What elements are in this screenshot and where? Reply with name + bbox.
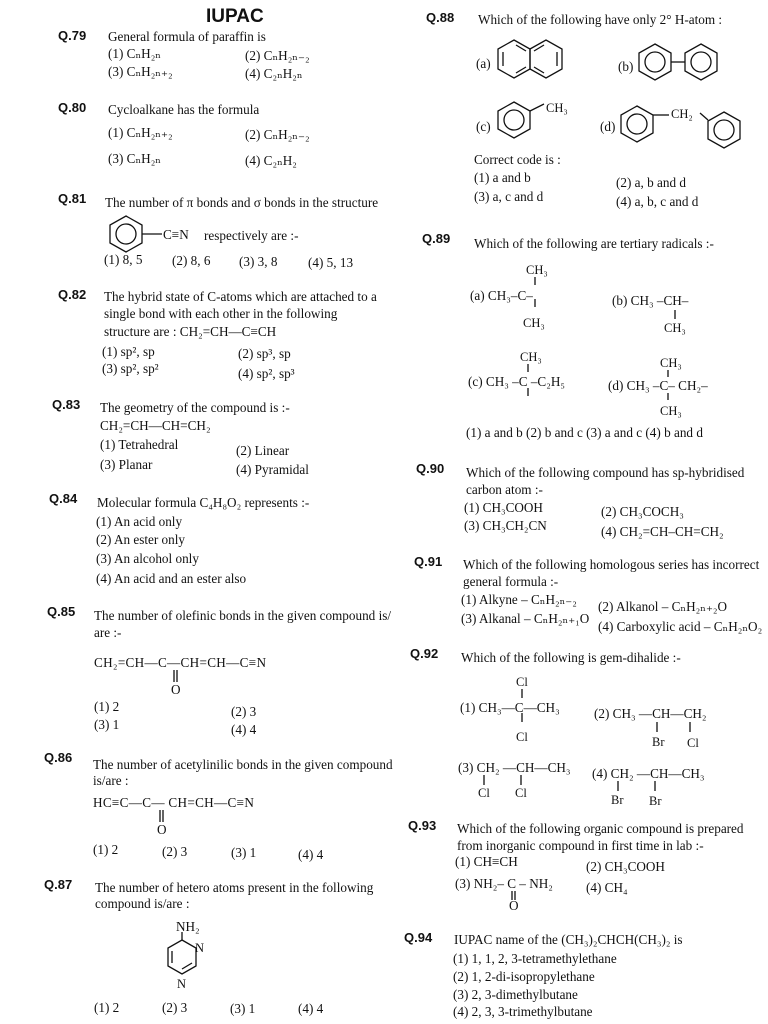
option-1: (1) CH₃—C—CH₃ (460, 700, 560, 715)
question-text-line-2: carbon atom :- (466, 482, 543, 497)
option-4: (4) 5, 13 (308, 255, 354, 270)
methyl-group: CH₃ (546, 101, 568, 115)
methylene-group: CH₂ (671, 107, 693, 121)
question-number: Q.81 (58, 191, 87, 206)
option-3: (3) 1 (94, 717, 120, 732)
option-1: (1) 8, 5 (104, 252, 143, 267)
option-2: (2) An ester only (96, 532, 185, 547)
option-3: (3) CH₂ —CH—CH₃ (458, 760, 571, 775)
option-3: (3) 1 (230, 1001, 256, 1016)
option-2: (2) CH₃COCH₃ (601, 504, 684, 519)
radical-c-top: CH₃ (520, 350, 542, 364)
radical-c: (c) CH₃ –C –C₂H₅ (468, 374, 565, 389)
question-text-line-2: compound is/are : (95, 896, 190, 911)
question-text-line-2: general formula :- (463, 574, 559, 589)
option-1: (1) 2 (94, 1000, 120, 1015)
option-1-top-cl: Cl (516, 675, 528, 689)
option-3: (3) CₙH₂ₙ (108, 151, 162, 166)
page-title: IUPAC (206, 6, 264, 27)
question-text: Which of the following have only 2° H-atom : (478, 12, 723, 27)
option-1: (1) An acid only (96, 514, 183, 529)
compound-formula: CH₂=CH—CH=CH₂ (100, 418, 211, 433)
question-text: Which of the following is gem-dihalide :- (461, 650, 681, 665)
option-3: (3) NH₂– C – NH₂ (455, 876, 553, 891)
question-number: Q.83 (52, 397, 81, 412)
option-2-cl: Cl (687, 736, 699, 750)
radical-a-top: CH₃ (526, 263, 548, 277)
option-2: (2) a, b and d (616, 175, 686, 190)
oxygen-atom: O (171, 682, 181, 697)
option-4-br-1: Br (611, 793, 624, 807)
option-2: (2) 1, 2-di-isopropylethane (453, 969, 595, 984)
option-1: (1) CₙH₂ₙ (108, 46, 162, 61)
compound-formula: CH₂=CH—C—CH=CH—C≡N (94, 655, 267, 670)
option-4: (4) C₂ₙH₂ (245, 153, 297, 168)
option-4: (4) CH₂=CH–CH=CH₂ (601, 524, 724, 539)
question-number: Q.88 (426, 10, 455, 25)
option-4: (4) Carboxylic acid – CₙH₂ₙO₂ (598, 619, 763, 634)
option-1: (1) Tetrahedral (100, 437, 179, 452)
option-1: (1) CH₃COOH (464, 500, 543, 515)
question-text-line-1: Which of the following homologous series has incorrect (463, 557, 760, 572)
option-4: (4) 4 (298, 847, 324, 862)
question-number: Q.92 (410, 646, 439, 661)
urea-oxygen: O (509, 898, 519, 913)
question-number: Q.93 (408, 818, 437, 833)
question-number: Q.91 (414, 554, 443, 569)
option-4: (4) 2, 3, 3-trimethylbutane (453, 1004, 593, 1019)
ring-nitrogen-2: N (177, 977, 187, 991)
question-text-line-1: Which of the following organic compound is prepared (457, 821, 744, 836)
question-text: Molecular formula C₄H₈O₂ represents :- (97, 495, 310, 510)
question-text-line-1: The number of acetylinilic bonds in the given compound (93, 757, 393, 772)
option-3: (3) CH₃CH₂CN (464, 518, 547, 533)
question-number: Q.86 (44, 750, 73, 765)
option-2: (2) Linear (236, 443, 290, 458)
question-text-line-1: The hybrid state of C-atoms which are attached to a (104, 289, 377, 304)
option-label-b: (b) (618, 59, 634, 74)
question-text-line-1: Which of the following compound has sp-hybridised (466, 465, 745, 480)
option-1-bottom-cl: Cl (516, 730, 528, 744)
option-3: (3) An alcohol only (96, 551, 199, 566)
question-text-line-2: are :- (94, 625, 122, 640)
question-number: Q.94 (404, 930, 433, 945)
option-4: (4) 4 (298, 1001, 324, 1016)
option-3: (3) sp², sp² (102, 361, 159, 376)
toluene-structure (494, 98, 554, 142)
option-4-bonds (617, 781, 667, 793)
question-number: Q.79 (58, 28, 87, 43)
oxygen-atom: O (157, 822, 167, 837)
question-number: Q.80 (58, 100, 87, 115)
option-3-cl-2: Cl (515, 786, 527, 800)
option-3: (3) Alkanal – CₙH₂ₙ₊₁O (461, 611, 590, 626)
option-2: (2) 8, 6 (172, 253, 211, 268)
amino-group: NH₂ (176, 919, 200, 934)
option-4: (4) sp², sp³ (238, 366, 295, 381)
option-1: (1) 1, 1, 2, 3-tetramethylethane (453, 951, 617, 966)
option-4: (4) CH₂ —CH—CH₃ (592, 766, 705, 781)
option-2: (2) 3 (231, 704, 257, 719)
option-4: (4) C₂ₙH₂ₙ (245, 66, 303, 81)
question-number: Q.90 (416, 461, 445, 476)
diphenylmethane-ring-1 (617, 102, 677, 146)
option-2-bonds (656, 722, 696, 734)
option-1: (1) Alkyne – CₙH₂ₙ₋₂ (461, 592, 577, 607)
option-1: (1) 2 (94, 699, 120, 714)
option-3: (3) a, c and d (474, 189, 544, 204)
compound-formula: HC≡C—C— CH=CH—C≡N (93, 795, 255, 810)
question-text: Which of the following are tertiary radicals :- (474, 236, 714, 251)
option-2: (2) Alkanol – CₙH₂ₙ₊₂O (598, 599, 728, 614)
option-2: (2) 3 (162, 1000, 188, 1015)
option-1: (1) 2 (93, 842, 119, 857)
option-3: (3) Planar (100, 457, 153, 472)
question-text-line-3: structure are : CH₂=CH—C≡CH (104, 324, 277, 339)
option-2: (2) sp³, sp (238, 346, 291, 361)
option-label-c: (c) (476, 119, 491, 134)
question-text-line-1: The number of hetero atoms present in the following (95, 880, 374, 895)
radical-a: (a) CH₃–C– (470, 288, 533, 303)
option-label-a: (a) (476, 56, 491, 71)
radical-a-bottom: CH₃ (523, 316, 545, 330)
question-number: Q.87 (44, 877, 73, 892)
diphenylmethane-ring-2 (700, 108, 750, 152)
question-text-tail: respectively are :- (204, 228, 299, 243)
question-text: General formula of paraffin is (108, 29, 266, 44)
question-text: IUPAC name of the (CH₃)₂CHCH(CH₃)₂ is (454, 932, 683, 947)
option-4: (4) Pyramidal (236, 462, 309, 477)
benzonitrile-structure (104, 214, 164, 254)
question-text-line-2: from inorganic compound in first time in lab :- (457, 838, 704, 853)
option-4: (4) An acid and an ester also (96, 571, 247, 586)
question-text: The number of π bonds and σ bonds in the structure (105, 195, 379, 210)
question-number: Q.89 (422, 231, 451, 246)
option-2: (2) CₙH₂ₙ₋₂ (245, 127, 310, 142)
radical-b: (b) CH₃ –CH– (612, 293, 689, 308)
option-3-cl-1: Cl (478, 786, 490, 800)
radical-b-bottom: CH₃ (664, 321, 686, 335)
question-text-line-2: single bond with each other in the following (104, 306, 338, 321)
option-1: (1) CH≡CH (455, 854, 518, 869)
option-1: (1) a and b (474, 170, 531, 185)
radical-d: (d) CH₃ –C– CH₂– (608, 378, 708, 393)
question-number: Q.82 (58, 287, 87, 302)
nitrile-group: C≡N (163, 227, 189, 242)
correct-code-label: Correct code is : (474, 152, 561, 167)
option-3: (3) 1 (231, 845, 257, 860)
naphthalene-structure (494, 36, 574, 86)
question-text: The geometry of the compound is :- (100, 400, 290, 415)
option-3: (3) CₙH₂ₙ₊₂ (108, 64, 173, 79)
question-text: Cycloalkane has the formula (108, 102, 260, 117)
option-4: (4) a, b, c and d (616, 194, 699, 209)
option-label-d: (d) (600, 119, 616, 134)
option-4-br-2: Br (649, 794, 662, 808)
option-2-br: Br (652, 735, 665, 749)
biphenyl-structure (637, 42, 727, 86)
question-number: Q.85 (47, 604, 76, 619)
radical-d-bottom: CH₃ (660, 404, 682, 418)
ring-nitrogen-1: N (195, 941, 205, 955)
option-2: (2) CH₃ —CH—CH₂ (594, 706, 707, 721)
radical-d-top: CH₃ (660, 356, 682, 370)
radical-a-bonds (534, 277, 538, 317)
option-1: (1) sp², sp (102, 344, 155, 359)
question-number: Q.84 (49, 491, 78, 506)
question-text-line-2: is/are : (93, 773, 129, 788)
option-3: (3) 2, 3-dimethylbutane (453, 987, 578, 1002)
option-4: (4) 4 (231, 722, 257, 737)
option-1: (1) CₙH₂ₙ₊₂ (108, 125, 173, 140)
option-2: (2) 3 (162, 844, 188, 859)
question-text-line-1: The number of olefinic bonds in the given compound is/ (94, 608, 392, 623)
option-2: (2) CH₃COOH (586, 859, 665, 874)
option-4: (4) CH₄ (586, 880, 628, 895)
option-2: (2) CₙH₂ₙ₋₂ (245, 48, 310, 63)
options-row: (1) a and b (2) b and c (3) a and c (4) b and d (466, 425, 703, 440)
option-3: (3) 3, 8 (239, 254, 278, 269)
